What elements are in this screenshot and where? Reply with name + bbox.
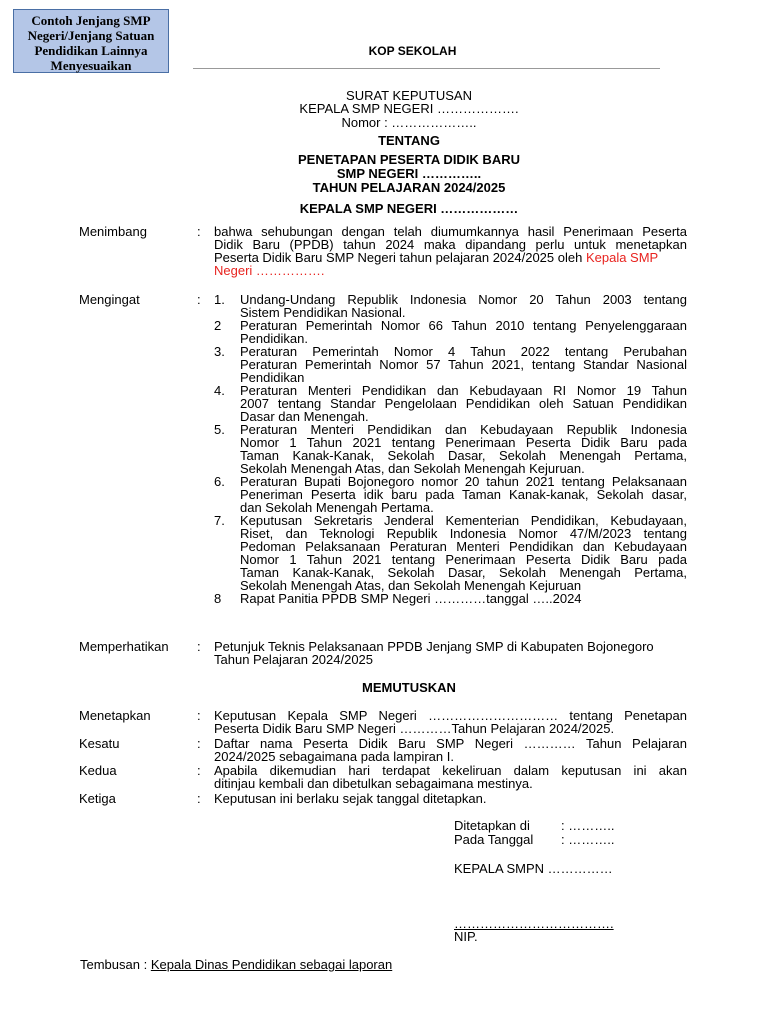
template-note-line: Pendidikan Lainnya — [34, 43, 148, 58]
mengingat-item-line: Nomor 1 Tahun 2021 tentang Penerimaan Peserta Didik Baru pada — [240, 435, 687, 450]
mengingat-item — [214, 319, 687, 345]
kedua-colon: : — [197, 763, 201, 778]
mengingat-item-line: Peraturan Menteri Pendidikan dan Kebudayaan Republik Indonesia — [240, 422, 687, 437]
mengingat-item-line: Undang-Undang Republik Indonesia Nomor 20 Tahun 2003 tentang — [240, 292, 687, 307]
mengingat-item-line: Peraturan Bupati Bojonegoro nomor 20 tahun 2021 tentang Pelaksanaan — [240, 474, 687, 489]
mengingat-item-line: Dasar dan Menengah. — [240, 409, 369, 424]
text-line: bahwa sehubungan dengan telah diumumkannya hasil Penerimaan Peserta — [214, 224, 687, 239]
tentang-heading: TENTANG — [378, 133, 440, 148]
place-label: Ditetapkan di — [454, 818, 530, 833]
text-line: Didik Baru (PPDB) tahun 2024 maka dipandang perlu untuk menetapkan — [214, 237, 687, 252]
subject-line-2: SMP NEGERI ………….. — [336, 166, 482, 181]
highlighted-text: Negeri ……………. — [214, 263, 325, 278]
mengingat-item — [214, 345, 687, 384]
mengingat-item — [214, 384, 687, 423]
kedua-label: Kedua — [79, 763, 117, 778]
menetapkan-text — [214, 709, 687, 735]
mengingat-item — [214, 475, 687, 514]
text-line: Petunjuk Teknis Pelaksanaan PPDB Jenjang SMP di Kabupaten Bojonegoro — [214, 639, 654, 654]
date-label: Pada Tanggal — [454, 832, 534, 847]
kesatu-colon: : — [197, 736, 201, 751]
highlighted-text: Kepala SMP — [585, 250, 659, 265]
mengingat-item-line: Rapat Panitia PPDB SMP Negeri …………tanggal …..2024 — [240, 591, 582, 606]
tembusan-recipient: Kepala Dinas Pendidikan sebagai laporan — [150, 957, 393, 972]
nip-label: NIP. — [454, 929, 478, 944]
mengingat-item-line: Peneriman Peserta idik baru pada Taman Kanak-kanak, Sekolah dasar, — [240, 487, 687, 502]
text-line: ditinjau kembali dan dibetulkan sebagaimana mestinya. — [214, 776, 533, 791]
decree-issuer: KEPALA SMP NEGERI ………………. — [299, 101, 519, 116]
decree-number: Nomor : ……………….. — [341, 115, 477, 130]
mengingat-item-number: 8 — [214, 591, 222, 606]
ketiga-text: Keputusan ini berlaku sejak tanggal ditetapkan. — [214, 791, 487, 806]
mengingat-item-line: Peraturan Menteri Pendidikan dan Kebudayaan RI Nomor 19 Tahun — [240, 383, 687, 398]
text-line: Peserta Didik Baru SMP Negeri …………Tahun Pelajaran 2024/2025. — [214, 721, 615, 736]
mengingat-colon: : — [197, 292, 201, 307]
text-line: 2024/2025 sebagaimana pada lampiran I. — [214, 749, 454, 764]
mengingat-item — [214, 293, 687, 319]
mengingat-label: Mengingat — [79, 292, 140, 307]
tembusan — [80, 958, 392, 971]
mengingat-item-line: Sekolah Menengah Atas, dan Sekolah Menengah Kejuruan. — [240, 461, 585, 476]
kesatu-label: Kesatu — [79, 736, 120, 751]
signatory-name-line: ………………………………. — [454, 916, 614, 931]
decree-title: SURAT KEPUTUSAN — [346, 88, 472, 103]
mengingat-item-line: Sistem Pendidikan Nasional. — [240, 305, 406, 320]
mengingat-item-number: 1. — [214, 292, 225, 307]
mengingat-item-number: 7. — [214, 513, 225, 528]
text-line: Daftar nama Peserta Didik Baru SMP Negeri ………… Tahun Pelajaran — [214, 736, 687, 751]
letterhead-divider — [193, 68, 660, 69]
mengingat-item — [214, 423, 687, 475]
mengingat-item-line: Nomor 1 Tahun 2021 tentang Penerimaan Peserta Didik Baru pada — [240, 552, 687, 567]
template-note-line: Menyesuaikan — [50, 58, 132, 73]
tembusan-label: Tembusan : — [80, 957, 151, 972]
mengingat-list — [214, 293, 687, 605]
mengingat-item — [214, 592, 687, 605]
mengingat-item-line: Peraturan Pemerintah Nomor 4 Tahun 2022 tentang Perubahan — [240, 344, 687, 359]
mengingat-item-number: 5. — [214, 422, 225, 437]
subject-line-1: PENETAPAN PESERTA DIDIK BARU — [298, 152, 520, 167]
template-note-line: Negeri/Jenjang Satuan — [27, 28, 155, 43]
mengingat-item-line: Sekolah Menengah Atas, dan Sekolah Menengah Kejuruan — [240, 578, 582, 593]
mengingat-item-number: 2 — [214, 318, 222, 333]
template-note-box — [13, 9, 169, 73]
kesatu-text — [214, 737, 687, 763]
text-line: Apabila dikemudian hari terdapat kekeliruan dalam keputusan ini akan — [214, 763, 687, 778]
text-run: Peserta Didik Baru SMP Negeri tahun pelajaran 2024/2025 oleh — [214, 250, 586, 265]
mengingat-item-line: Keputusan Sekretaris Jenderal Kementerian Pendidikan, Kebudayaan, — [240, 513, 687, 528]
mengingat-item-line: Peraturan Pemerintah Nomor 57 Tahun 2021, tentang Standar Nasional — [240, 357, 687, 372]
memperhatikan-text — [214, 640, 687, 666]
mengingat-item-line: dan Sekolah Menengah Pertama. — [240, 500, 434, 515]
menetapkan-colon: : — [197, 708, 201, 723]
mengingat-item-line: Pendidikan. — [240, 331, 308, 346]
place-value: : ……….. — [561, 818, 615, 833]
subject-line-3: TAHUN PELAJARAN 2024/2025 — [312, 180, 506, 195]
text-line: Keputusan Kepala SMP Negeri ………………………… tentang Penetapan — [214, 708, 687, 723]
mengingat-item-line: Peraturan Pemerintah Nomor 66 Tahun 2010 tentang Penyelenggaraan — [240, 318, 687, 333]
memperhatikan-label: Memperhatikan — [79, 639, 169, 654]
menetapkan-label: Menetapkan — [79, 708, 151, 723]
memutuskan-heading: MEMUTUSKAN — [362, 680, 456, 695]
mengingat-item-line: Pedoman Pelaksanaan Peraturan Menteri Pendidikan dan Kebudayaan — [240, 539, 687, 554]
menimbang-label: Menimbang — [79, 224, 147, 239]
kedua-text — [214, 764, 687, 790]
mengingat-item-line: Taman Kanak-Kanak, Sekolah Dasar, Sekolah Menengah Pertama, — [240, 565, 687, 580]
mengingat-item-number: 4. — [214, 383, 225, 398]
template-note-line: Contoh Jenjang SMP — [31, 13, 151, 28]
menimbang-text — [214, 225, 687, 277]
memperhatikan-colon: : — [197, 639, 201, 654]
date-value: : ……….. — [561, 832, 615, 847]
mengingat-item-line: Riset, dan Teknologi Republik Indonesia Nomor 47/M/2023 tentang — [240, 526, 687, 541]
issuer-heading: KEPALA SMP NEGERI ……………… — [299, 201, 519, 216]
mengingat-item-line: Taman Kanak-Kanak, Sekolah Dasar, Sekolah Menengah Pertama, — [240, 448, 687, 463]
mengingat-item — [214, 514, 687, 592]
letterhead-placeholder: KOP SEKOLAH — [368, 44, 457, 58]
mengingat-item-line: 2007 tentang Standar Pengelolaan Pendidikan oleh Satuan Pendidikan — [240, 396, 687, 411]
mengingat-item-number: 6. — [214, 474, 225, 489]
signatory-title: KEPALA SMPN …………… — [454, 861, 613, 876]
ketiga-label: Ketiga — [79, 791, 116, 806]
mengingat-item-number: 3. — [214, 344, 225, 359]
mengingat-item-line: Pendidikan — [240, 370, 305, 385]
text-line: Tahun Pelajaran 2024/2025 — [214, 652, 374, 667]
ketiga-colon: : — [197, 791, 201, 806]
menimbang-colon: : — [197, 224, 201, 239]
